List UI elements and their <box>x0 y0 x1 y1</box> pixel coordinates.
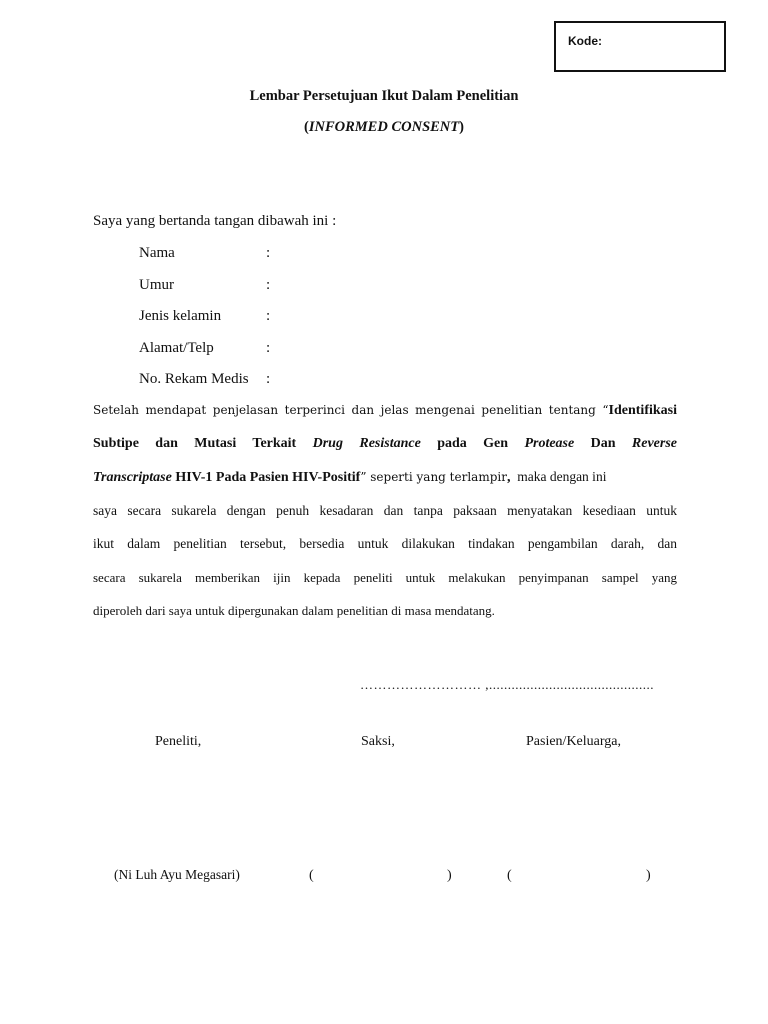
field-colon-rekam-medis: : <box>266 371 271 387</box>
study-title-protease: Protease <box>524 436 575 451</box>
witness-name-open-paren: ( <box>309 868 314 883</box>
subtitle-close-paren: ) <box>459 119 464 135</box>
statement-line-2 <box>93 436 677 452</box>
statement-line-3-rest: ” seperti yang terlampir <box>360 470 507 484</box>
study-title-start: Identifikasi <box>608 403 677 418</box>
subtitle-italic: INFORMED CONSENT <box>308 119 460 135</box>
document-subtitle <box>0 119 768 136</box>
study-title-part-2: pada Gen <box>420 436 525 451</box>
field-colon-umur: : <box>266 277 271 293</box>
statement-line-1 <box>93 402 677 419</box>
field-colon-jenis-kelamin: : <box>266 308 271 324</box>
field-label-umur: Umur <box>139 277 174 293</box>
field-label-nama: Nama <box>139 245 175 261</box>
study-title-reverse: Reverse <box>631 436 677 451</box>
study-title-part-3: Dan <box>574 436 632 451</box>
witness-label: Saksi, <box>361 734 395 749</box>
kode-label: Kode: <box>568 34 602 48</box>
study-title-transcriptase: Transcriptase <box>93 470 172 485</box>
intro-text: Saya yang bertanda tangan dibawah ini : <box>93 213 337 229</box>
statement-line-1-text: Setelah mendapat penjelasan terperinci dan jelas mengenai penelitian tentang “ <box>93 403 609 417</box>
field-colon-nama: : <box>266 245 271 261</box>
statement-line-3 <box>93 469 677 486</box>
study-title-part-1: Subtipe dan Mutasi Terkait <box>93 436 313 451</box>
researcher-label: Peneliti, <box>155 734 202 749</box>
field-label-rekam-medis: No. Rekam Medis <box>139 371 249 387</box>
field-label-alamat-telp: Alamat/Telp <box>139 340 214 356</box>
field-label-jenis-kelamin: Jenis kelamin <box>139 308 222 324</box>
field-colon-alamat-telp: : <box>266 340 271 356</box>
statement-line-5: ikut dalam penelitian tersebut, bersedia untuk dilakukan tindakan pengambilan darah, dan <box>93 536 677 551</box>
kode-box <box>554 21 726 72</box>
patient-name-close-paren: ) <box>646 868 651 883</box>
statement-line-3-end: maka dengan ini <box>510 469 607 484</box>
witness-name-close-paren: ) <box>447 868 452 883</box>
study-title-drug-resistance: Drug Resistance <box>312 436 421 451</box>
statement-line-4: saya secara sukarela dengan penuh kesadaran dan tanpa paksaan menyatakan kesediaan untuk <box>93 503 677 518</box>
patient-name-open-paren: ( <box>507 868 512 883</box>
study-title-part-4: HIV-1 Pada Pasien HIV-Positif <box>171 470 361 485</box>
statement-line-6: secara sukarela memberikan ijin kepada peneliti untuk melakukan penyimpanan sampel yang <box>93 570 677 585</box>
place-date-line: ……………………… ,............................................ <box>360 677 654 692</box>
subtitle-open-paren: ( <box>304 119 309 135</box>
document-title: Lembar Persetujuan Ikut Dalam Penelitian <box>249 88 519 104</box>
patient-family-label: Pasien/Keluarga, <box>526 734 621 749</box>
statement-line-3-comma: , <box>506 470 511 485</box>
researcher-name: (Ni Luh Ayu Megasari) <box>114 867 240 882</box>
consent-statement <box>93 402 677 632</box>
statement-line-7: diperoleh dari saya untuk dipergunakan dalam penelitian di masa mendatang. <box>93 603 495 618</box>
